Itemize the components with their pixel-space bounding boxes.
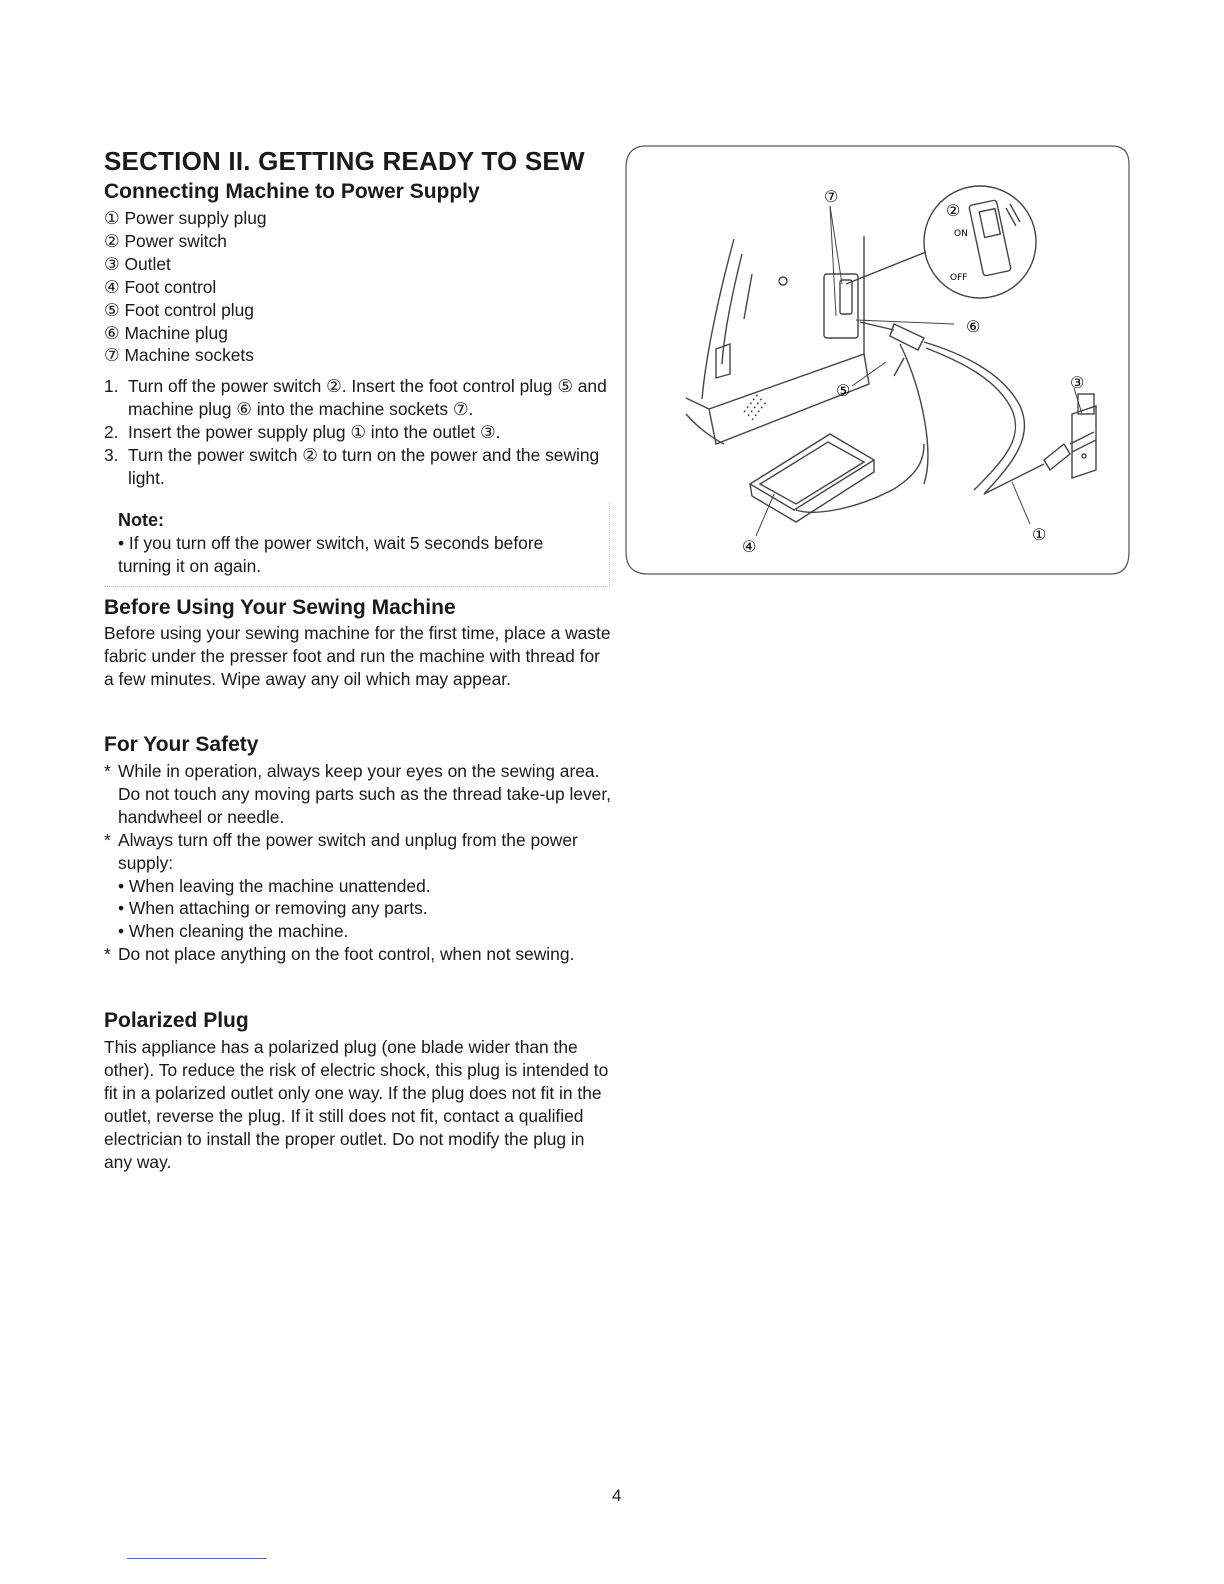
list-item: * Always turn off the power switch and unplug from the power supply: • When leaving the machine unattended. • When attaching or removing any parts. • When cleaning the machine. [104,829,614,944]
step-item: 3. Turn the power switch ② to turn on the power and the sewing light. [104,445,600,488]
connecting-title: Connecting Machine to Power Supply [104,180,480,203]
polarized-section [104,1009,614,1173]
safety-title: For Your Safety [104,733,259,756]
label-7: ⑦ [824,187,839,206]
label-1: ① [1032,525,1047,544]
section-title: SECTION II. GETTING READY TO SEW [104,146,585,176]
cord [860,322,1096,494]
list-item: ⑦ Machine sockets [104,345,254,366]
connection-diagram [624,144,1130,576]
label-2: ② [946,201,961,220]
step-item: 1. Turn off the power switch ②. Insert the foot control plug ⑤ and machine plug ⑥ into the machine sockets ⑦. [104,376,607,420]
list-item: • When cleaning the machine. [118,920,614,943]
list-item: ⑥ Machine plug [104,322,228,343]
switch-on-label: ON [954,229,968,239]
connecting-section [104,180,614,490]
label-3: ③ [1070,373,1085,392]
steps-list [104,375,614,490]
list-item: * While in operation, always keep your eyes on the sewing area. Do not touch any moving parts such as the thread take-up lever, handwheel or needle. [104,761,612,827]
note-text: • If you turn off the power switch, wait 5 seconds before turning it on again. [118,533,544,576]
label-6: ⑥ [966,317,981,336]
footer-rule [127,1558,267,1559]
parts-list [104,207,614,367]
before-using-text: Before using your sewing machine for the first time, place a waste fabric under the presser foot and run the machine with thread for a few minutes. Wipe away any oil which may appear. [104,623,611,689]
list-item: * Do not place anything on the foot control, when not sewing. [104,944,575,965]
list-item: ⑤ Foot control plug [104,299,254,320]
list-item: • When attaching or removing any parts. [118,897,614,920]
switch-off-label: OFF [950,273,968,283]
step-item: 2. Insert the power supply plug ① into the outlet ③. [104,422,501,443]
label-5: ⑤ [836,381,851,400]
polarized-text: This appliance has a polarized plug (one blade wider than the other). To reduce the risk of electric shock, this plug is intended to fit in a polarized outlet only one way. If the plug does not fit in the outlet, reverse the plug. If it still does not fit, contact a qualified electrician to install the proper outlet. Do not modify the plug in any way. [104,1037,609,1172]
safety-sub-list [118,875,614,944]
switch-zoom [846,186,1036,298]
note-box [104,502,610,587]
safety-section [104,733,614,966]
list-item: ④ Foot control [104,276,217,297]
machine-body [686,236,869,444]
figure-frame [626,146,1129,574]
polarized-title: Polarized Plug [104,1009,249,1032]
label-4: ④ [742,537,757,556]
note-title: Note: [118,510,164,530]
before-using-title: Before Using Your Sewing Machine [104,596,456,619]
list-item: ① Power supply plug [104,208,267,228]
foot-control-drawing [750,434,924,522]
page-number: 4 [612,1486,622,1505]
list-item: ③ Outlet [104,253,171,274]
safety-list [104,760,614,966]
before-using-section [104,596,614,691]
list-item: ② Power switch [104,230,227,251]
list-item: • When leaving the machine unattended. [118,875,614,898]
